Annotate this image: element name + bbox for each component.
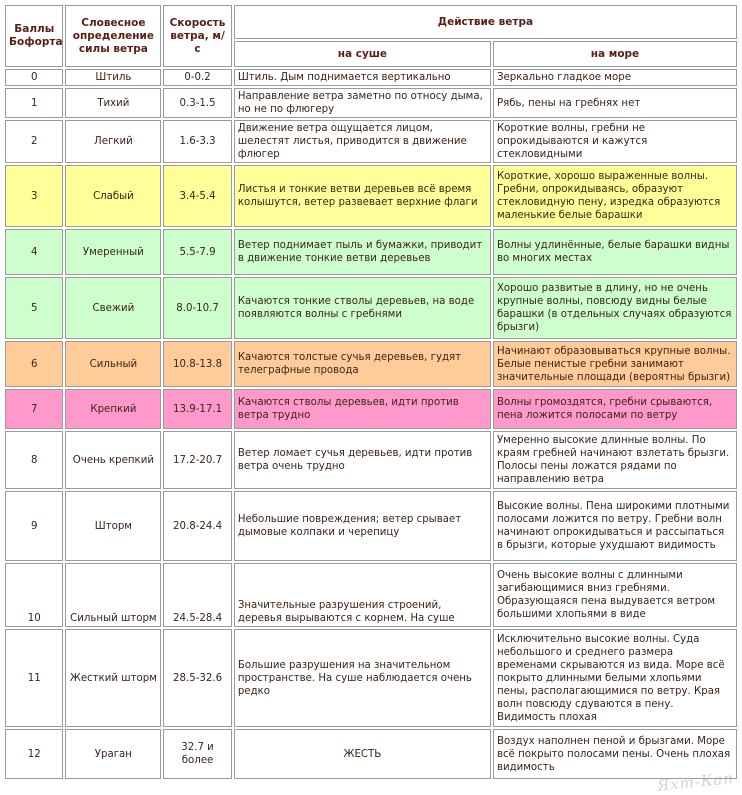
beaufort-table	[3, 3, 739, 781]
cell-land: Штиль. Дым поднимается вертикально	[234, 69, 491, 86]
cell-land: ЖЕСТЬ	[234, 729, 491, 779]
cell-sea: Очень высокие волны с длинными загибающимися вниз гребнями. Образующаяся пена выдувается ветром большими хлопьями в виде	[493, 563, 737, 627]
cell-scale: 2	[5, 120, 63, 163]
cell-name: Шторм	[65, 491, 161, 561]
cell-scale: 7	[5, 389, 63, 429]
cell-land: Направление ветра заметно по относу дыма, но не по флюгеру	[234, 88, 491, 118]
table-row	[5, 491, 737, 561]
cell-speed: 13.9-17.1	[163, 389, 232, 429]
header-effect: Действие ветра	[234, 5, 737, 39]
cell-name: Сильный шторм	[65, 563, 161, 627]
cell-sea: Начинают образовываться крупные волны. Белые пенистые гребни занимают значительные площади (вероятны брызги)	[493, 341, 737, 387]
cell-speed: 32.7 и более	[163, 729, 232, 779]
cell-name: Крепкий	[65, 389, 161, 429]
cell-speed: 3.4-5.4	[163, 165, 232, 227]
table-row	[5, 229, 737, 275]
cell-speed: 24.5-28.4	[163, 563, 232, 627]
header-land: на суше	[234, 41, 491, 67]
cell-sea: Волны удлинённые, белые барашки видны во многих местах	[493, 229, 737, 275]
cell-sea: Короткие, хорошо выраженные волны. Гребни, опрокидываясь, образуют стекловидную пену, изредка образуются маленькие белые барашки	[493, 165, 737, 227]
cell-name: Очень крепкий	[65, 431, 161, 489]
table-row	[5, 563, 737, 627]
cell-scale: 6	[5, 341, 63, 387]
cell-land: Листья и тонкие ветви деревьев всё время колышутся, ветер развевает верхние флаги	[234, 165, 491, 227]
table-row	[5, 120, 737, 163]
cell-name: Жесткий шторм	[65, 629, 161, 727]
cell-speed: 0.3-1.5	[163, 88, 232, 118]
cell-scale: 8	[5, 431, 63, 489]
cell-scale: 10	[5, 563, 63, 627]
cell-land: Качаются толстые сучья деревьев, гудят телеграфные провода	[234, 341, 491, 387]
header-scale: Баллы Бофорта	[5, 5, 63, 67]
cell-land: Движение ветра ощущается лицом, шелестят листья, приводится в движение флюгер	[234, 120, 491, 163]
cell-speed: 0-0.2	[163, 69, 232, 86]
cell-scale: 12	[5, 729, 63, 779]
cell-speed: 17.2-20.7	[163, 431, 232, 489]
cell-speed: 20.8-24.4	[163, 491, 232, 561]
cell-land: Качаются стволы деревьев, идти против ветра трудно	[234, 389, 491, 429]
cell-land: Большие разрушения на значительном пространстве. На суше наблюдается очень редко	[234, 629, 491, 727]
cell-land: Ветер ломает сучья деревьев, идти против ветра очень трудно	[234, 431, 491, 489]
cell-sea: Волны громоздятся, гребни срываются, пена ложится полосами по ветру	[493, 389, 737, 429]
table-row	[5, 629, 737, 727]
table-row	[5, 341, 737, 387]
cell-sea: Исключительно высокие волны. Суда небольшого и среднего размера временами скрываются из вида. Море всё покрыто длинными белыми хлопьями пены, располагающимися по ветру. Края волн повсюду сдуваются в пену. Видимость плохая	[493, 629, 737, 727]
cell-scale: 11	[5, 629, 63, 727]
table-row	[5, 165, 737, 227]
cell-scale: 0	[5, 69, 63, 86]
table-row	[5, 389, 737, 429]
header-row-1	[5, 5, 737, 39]
cell-land: Значительные разрушения строений, деревья вырываются с корнем. На суше	[234, 563, 491, 627]
cell-sea: Короткие волны, гребни не опрокидываются и кажутся стекловидными	[493, 120, 737, 163]
cell-name: Слабый	[65, 165, 161, 227]
header-name: Словесное определение силы ветра	[65, 5, 161, 67]
cell-scale: 9	[5, 491, 63, 561]
cell-speed: 8.0-10.7	[163, 277, 232, 339]
watermark: Яхт-Кап	[656, 769, 735, 795]
cell-land: Ветер поднимает пыль и бумажки, приводит в движение тонкие ветви деревьев	[234, 229, 491, 275]
table-row	[5, 729, 737, 779]
table-body	[5, 69, 737, 779]
cell-sea: Рябь, пены на гребнях нет	[493, 88, 737, 118]
cell-speed: 1.6-3.3	[163, 120, 232, 163]
table-row	[5, 88, 737, 118]
table-row	[5, 431, 737, 489]
cell-name: Умеренный	[65, 229, 161, 275]
cell-sea: Хорошо развитые в длину, но не очень крупные волны, повсюду видны белые барашки (в отдельных случаях образуются брызги)	[493, 277, 737, 339]
cell-speed: 5.5-7.9	[163, 229, 232, 275]
cell-sea: Высокие волны. Пена широкими плотными полосами ложится по ветру. Гребни волн начинают опрокидываться и рассыпаться в брызги, которые ухудшают видимость	[493, 491, 737, 561]
cell-name: Свежий	[65, 277, 161, 339]
table-row	[5, 69, 737, 86]
cell-name: Сильный	[65, 341, 161, 387]
cell-name: Легкий	[65, 120, 161, 163]
table-row	[5, 277, 737, 339]
cell-scale: 5	[5, 277, 63, 339]
header-speed: Скорость ветра, м/с	[163, 5, 232, 67]
cell-name: Ураган	[65, 729, 161, 779]
cell-name: Штиль	[65, 69, 161, 86]
cell-sea: Воздух наполнен пеной и брызгами. Море всё покрыто полосами пены. Очень плохая видимость	[493, 729, 737, 779]
cell-speed: 10.8-13.8	[163, 341, 232, 387]
cell-land: Качаются тонкие стволы деревьев, на воде появляются волны с гребнями	[234, 277, 491, 339]
cell-scale: 1	[5, 88, 63, 118]
cell-scale: 4	[5, 229, 63, 275]
cell-speed: 28.5-32.6	[163, 629, 232, 727]
cell-sea: Зеркально гладкое море	[493, 69, 737, 86]
header-sea: на море	[493, 41, 737, 67]
cell-scale: 3	[5, 165, 63, 227]
cell-sea: Умеренно высокие длинные волны. По краям гребней начинают взлетать брызги. Полосы пены ложатся рядами по направлению ветра	[493, 431, 737, 489]
cell-land: Небольшие повреждения; ветер срывает дымовые колпаки и черепицу	[234, 491, 491, 561]
cell-name: Тихий	[65, 88, 161, 118]
